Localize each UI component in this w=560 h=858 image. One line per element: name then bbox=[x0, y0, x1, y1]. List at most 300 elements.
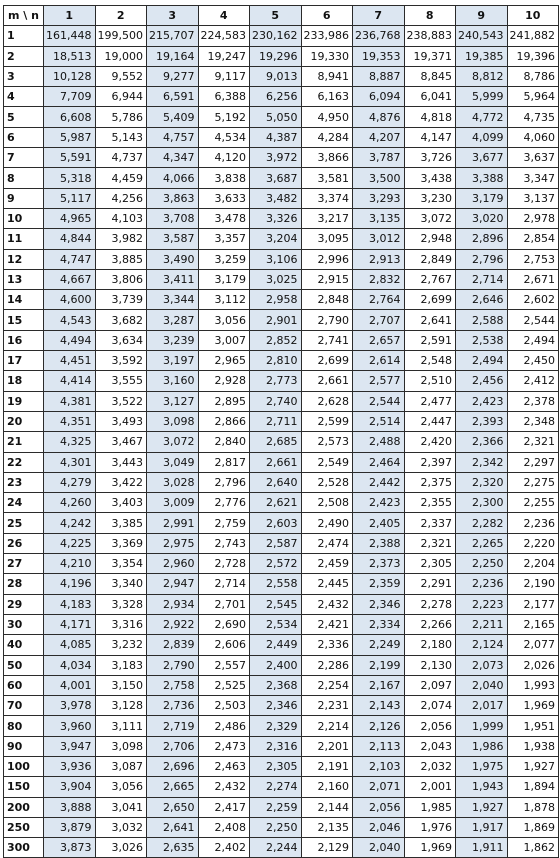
row-header: 11 bbox=[4, 229, 44, 249]
row-header: 14 bbox=[4, 290, 44, 310]
table-cell: 2,366 bbox=[456, 432, 508, 452]
table-cell: 2,661 bbox=[301, 371, 353, 391]
table-cell: 2,587 bbox=[250, 533, 302, 553]
table-cell: 4,171 bbox=[44, 614, 96, 634]
table-cell: 3,438 bbox=[404, 168, 456, 188]
table-cell: 2,321 bbox=[404, 533, 456, 553]
table-cell: 2,275 bbox=[507, 472, 559, 492]
table-row bbox=[4, 269, 559, 289]
table-cell: 2,144 bbox=[301, 797, 353, 817]
table-cell: 5,987 bbox=[44, 127, 96, 147]
table-cell: 8,887 bbox=[353, 66, 405, 86]
corner-header: m \ n bbox=[4, 6, 44, 26]
table-cell: 2,494 bbox=[456, 351, 508, 371]
table-cell: 3,217 bbox=[301, 208, 353, 228]
row-header: 27 bbox=[4, 554, 44, 574]
table-cell: 2,832 bbox=[353, 269, 405, 289]
row-header: 22 bbox=[4, 452, 44, 472]
table-cell: 2,699 bbox=[301, 351, 353, 371]
table-cell: 2,759 bbox=[198, 513, 250, 533]
table-cell: 2,494 bbox=[507, 330, 559, 350]
table-cell: 4,210 bbox=[44, 554, 96, 574]
table-cell: 4,099 bbox=[456, 127, 508, 147]
table-cell: 2,901 bbox=[250, 310, 302, 330]
table-cell: 4,600 bbox=[44, 290, 96, 310]
table-cell: 161,448 bbox=[44, 26, 96, 46]
row-header: 5 bbox=[4, 107, 44, 127]
row-header: 4 bbox=[4, 87, 44, 107]
table-cell: 2,464 bbox=[353, 452, 405, 472]
table-cell: 4,284 bbox=[301, 127, 353, 147]
table-cell: 3,493 bbox=[95, 411, 147, 431]
table-cell: 2,719 bbox=[147, 716, 199, 736]
table-cell: 2,199 bbox=[353, 655, 405, 675]
table-cell: 3,500 bbox=[353, 168, 405, 188]
table-cell: 3,374 bbox=[301, 188, 353, 208]
table-cell: 3,239 bbox=[147, 330, 199, 350]
column-header: 10 bbox=[507, 6, 559, 26]
table-cell: 2,548 bbox=[404, 351, 456, 371]
table-cell: 3,041 bbox=[95, 797, 147, 817]
table-cell: 6,944 bbox=[95, 87, 147, 107]
table-cell: 238,883 bbox=[404, 26, 456, 46]
table-cell: 2,577 bbox=[353, 371, 405, 391]
table-cell: 3,135 bbox=[353, 208, 405, 228]
table-cell: 2,978 bbox=[507, 208, 559, 228]
table-cell: 2,074 bbox=[404, 696, 456, 716]
table-cell: 4,103 bbox=[95, 208, 147, 228]
table-row bbox=[4, 797, 559, 817]
table-cell: 3,787 bbox=[353, 148, 405, 168]
table-cell: 3,009 bbox=[147, 493, 199, 513]
table-cell: 2,508 bbox=[301, 493, 353, 513]
row-header: 25 bbox=[4, 513, 44, 533]
table-row bbox=[4, 208, 559, 228]
table-cell: 2,646 bbox=[456, 290, 508, 310]
table-cell: 4,260 bbox=[44, 493, 96, 513]
table-cell: 1,862 bbox=[507, 838, 559, 858]
table-cell: 2,378 bbox=[507, 391, 559, 411]
table-cell: 2,641 bbox=[404, 310, 456, 330]
table-cell: 2,316 bbox=[250, 736, 302, 756]
table-cell: 4,772 bbox=[456, 107, 508, 127]
table-cell: 199,500 bbox=[95, 26, 147, 46]
row-header: 9 bbox=[4, 188, 44, 208]
column-header: 8 bbox=[404, 6, 456, 26]
table-cell: 2,329 bbox=[250, 716, 302, 736]
table-cell: 2,776 bbox=[198, 493, 250, 513]
table-cell: 1,943 bbox=[456, 777, 508, 797]
table-cell: 2,160 bbox=[301, 777, 353, 797]
table-cell: 2,412 bbox=[507, 371, 559, 391]
table-cell: 2,204 bbox=[507, 554, 559, 574]
table-cell: 2,817 bbox=[198, 452, 250, 472]
table-row bbox=[4, 574, 559, 594]
table-cell: 1,938 bbox=[507, 736, 559, 756]
table-cell: 4,196 bbox=[44, 574, 96, 594]
table-row bbox=[4, 46, 559, 66]
table-row bbox=[4, 351, 559, 371]
table-cell: 2,250 bbox=[250, 817, 302, 837]
table-cell: 2,896 bbox=[456, 229, 508, 249]
table-cell: 233,986 bbox=[301, 26, 353, 46]
table-cell: 2,126 bbox=[353, 716, 405, 736]
table-cell: 2,190 bbox=[507, 574, 559, 594]
table-cell: 2,866 bbox=[198, 411, 250, 431]
row-header: 23 bbox=[4, 472, 44, 492]
table-cell: 2,359 bbox=[353, 574, 405, 594]
table-cell: 1,975 bbox=[456, 756, 508, 776]
table-cell: 2,056 bbox=[353, 797, 405, 817]
table-cell: 3,522 bbox=[95, 391, 147, 411]
row-header: 250 bbox=[4, 817, 44, 837]
table-cell: 2,473 bbox=[198, 736, 250, 756]
table-cell: 19,296 bbox=[250, 46, 302, 66]
column-header: 1 bbox=[44, 6, 96, 26]
header-row bbox=[4, 6, 559, 26]
table-cell: 2,056 bbox=[404, 716, 456, 736]
table-cell: 3,111 bbox=[95, 716, 147, 736]
table-cell: 4,387 bbox=[250, 127, 302, 147]
table-cell: 2,223 bbox=[456, 594, 508, 614]
table-cell: 9,552 bbox=[95, 66, 147, 86]
table-cell: 3,947 bbox=[44, 736, 96, 756]
table-cell: 3,025 bbox=[250, 269, 302, 289]
table-cell: 2,348 bbox=[507, 411, 559, 431]
table-cell: 2,628 bbox=[301, 391, 353, 411]
table-cell: 2,250 bbox=[456, 554, 508, 574]
table-cell: 3,982 bbox=[95, 229, 147, 249]
table-cell: 4,737 bbox=[95, 148, 147, 168]
table-cell: 2,740 bbox=[250, 391, 302, 411]
table-cell: 2,635 bbox=[147, 838, 199, 858]
table-cell: 2,259 bbox=[250, 797, 302, 817]
table-row bbox=[4, 614, 559, 634]
table-cell: 2,236 bbox=[456, 574, 508, 594]
f-distribution-table-container bbox=[3, 5, 559, 858]
table-cell: 1,911 bbox=[456, 838, 508, 858]
table-cell: 3,230 bbox=[404, 188, 456, 208]
table-cell: 2,423 bbox=[456, 391, 508, 411]
table-cell: 5,050 bbox=[250, 107, 302, 127]
table-row bbox=[4, 736, 559, 756]
table-cell: 2,743 bbox=[198, 533, 250, 553]
table-cell: 2,958 bbox=[250, 290, 302, 310]
table-cell: 2,534 bbox=[250, 614, 302, 634]
table-cell: 3,972 bbox=[250, 148, 302, 168]
table-cell: 2,960 bbox=[147, 554, 199, 574]
row-header: 30 bbox=[4, 614, 44, 634]
table-cell: 2,393 bbox=[456, 411, 508, 431]
table-cell: 2,459 bbox=[301, 554, 353, 574]
table-cell: 4,381 bbox=[44, 391, 96, 411]
table-row bbox=[4, 777, 559, 797]
table-cell: 3,385 bbox=[95, 513, 147, 533]
table-cell: 3,490 bbox=[147, 249, 199, 269]
table-cell: 2,764 bbox=[353, 290, 405, 310]
table-cell: 4,414 bbox=[44, 371, 96, 391]
table-cell: 215,707 bbox=[147, 26, 199, 46]
column-header: 5 bbox=[250, 6, 302, 26]
column-header: 2 bbox=[95, 6, 147, 26]
table-cell: 2,291 bbox=[404, 574, 456, 594]
table-cell: 2,249 bbox=[353, 635, 405, 655]
table-cell: 2,854 bbox=[507, 229, 559, 249]
table-cell: 8,845 bbox=[404, 66, 456, 86]
table-cell: 2,934 bbox=[147, 594, 199, 614]
table-cell: 2,167 bbox=[353, 675, 405, 695]
table-cell: 2,477 bbox=[404, 391, 456, 411]
table-cell: 2,017 bbox=[456, 696, 508, 716]
table-cell: 3,403 bbox=[95, 493, 147, 513]
table-cell: 6,163 bbox=[301, 87, 353, 107]
table-cell: 2,503 bbox=[198, 696, 250, 716]
table-row bbox=[4, 411, 559, 431]
table-cell: 6,094 bbox=[353, 87, 405, 107]
column-header: 6 bbox=[301, 6, 353, 26]
table-cell: 3,344 bbox=[147, 290, 199, 310]
table-cell: 3,098 bbox=[95, 736, 147, 756]
table-cell: 2,073 bbox=[456, 655, 508, 675]
table-cell: 2,696 bbox=[147, 756, 199, 776]
table-cell: 2,544 bbox=[353, 391, 405, 411]
table-row bbox=[4, 432, 559, 452]
table-row bbox=[4, 148, 559, 168]
row-header: 24 bbox=[4, 493, 44, 513]
table-cell: 2,650 bbox=[147, 797, 199, 817]
row-header: 16 bbox=[4, 330, 44, 350]
table-cell: 4,451 bbox=[44, 351, 96, 371]
table-cell: 3,354 bbox=[95, 554, 147, 574]
table-cell: 2,913 bbox=[353, 249, 405, 269]
table-cell: 2,490 bbox=[301, 513, 353, 533]
table-cell: 2,588 bbox=[456, 310, 508, 330]
table-cell: 2,236 bbox=[507, 513, 559, 533]
table-cell: 2,661 bbox=[250, 452, 302, 472]
row-header: 12 bbox=[4, 249, 44, 269]
table-cell: 6,591 bbox=[147, 87, 199, 107]
table-cell: 2,849 bbox=[404, 249, 456, 269]
table-cell: 5,786 bbox=[95, 107, 147, 127]
table-cell: 2,077 bbox=[507, 635, 559, 655]
table-cell: 2,948 bbox=[404, 229, 456, 249]
table-cell: 2,852 bbox=[250, 330, 302, 350]
table-cell: 2,528 bbox=[301, 472, 353, 492]
table-cell: 4,667 bbox=[44, 269, 96, 289]
table-cell: 2,129 bbox=[301, 838, 353, 858]
table-row bbox=[4, 127, 559, 147]
table-cell: 4,183 bbox=[44, 594, 96, 614]
row-header: 40 bbox=[4, 635, 44, 655]
table-cell: 2,606 bbox=[198, 635, 250, 655]
table-row bbox=[4, 290, 559, 310]
table-cell: 3,179 bbox=[198, 269, 250, 289]
table-cell: 3,328 bbox=[95, 594, 147, 614]
table-cell: 3,879 bbox=[44, 817, 96, 837]
table-cell: 2,614 bbox=[353, 351, 405, 371]
table-cell: 2,558 bbox=[250, 574, 302, 594]
table-cell: 6,041 bbox=[404, 87, 456, 107]
table-cell: 3,482 bbox=[250, 188, 302, 208]
table-cell: 3,422 bbox=[95, 472, 147, 492]
column-header: 3 bbox=[147, 6, 199, 26]
table-cell: 2,895 bbox=[198, 391, 250, 411]
table-cell: 3,098 bbox=[147, 411, 199, 431]
table-row bbox=[4, 87, 559, 107]
table-cell: 1,999 bbox=[456, 716, 508, 736]
table-cell: 2,305 bbox=[250, 756, 302, 776]
table-cell: 3,112 bbox=[198, 290, 250, 310]
table-cell: 4,757 bbox=[147, 127, 199, 147]
row-header: 28 bbox=[4, 574, 44, 594]
table-cell: 19,371 bbox=[404, 46, 456, 66]
table-cell: 2,043 bbox=[404, 736, 456, 756]
table-cell: 2,488 bbox=[353, 432, 405, 452]
table-cell: 2,397 bbox=[404, 452, 456, 472]
table-cell: 1,917 bbox=[456, 817, 508, 837]
table-cell: 3,072 bbox=[404, 208, 456, 228]
table-cell: 3,960 bbox=[44, 716, 96, 736]
table-cell: 2,400 bbox=[250, 655, 302, 675]
table-cell: 8,941 bbox=[301, 66, 353, 86]
table-cell: 2,591 bbox=[404, 330, 456, 350]
table-cell: 2,026 bbox=[507, 655, 559, 675]
table-cell: 2,685 bbox=[250, 432, 302, 452]
table-cell: 1,927 bbox=[507, 756, 559, 776]
table-cell: 4,207 bbox=[353, 127, 405, 147]
table-cell: 3,012 bbox=[353, 229, 405, 249]
table-cell: 19,396 bbox=[507, 46, 559, 66]
table-cell: 2,790 bbox=[147, 655, 199, 675]
row-header: 6 bbox=[4, 127, 44, 147]
table-cell: 3,978 bbox=[44, 696, 96, 716]
table-cell: 4,256 bbox=[95, 188, 147, 208]
table-cell: 4,347 bbox=[147, 148, 199, 168]
table-cell: 2,640 bbox=[250, 472, 302, 492]
table-cell: 3,904 bbox=[44, 777, 96, 797]
row-header: 300 bbox=[4, 838, 44, 858]
table-cell: 18,513 bbox=[44, 46, 96, 66]
table-cell: 2,557 bbox=[198, 655, 250, 675]
table-cell: 3,677 bbox=[456, 148, 508, 168]
table-cell: 2,991 bbox=[147, 513, 199, 533]
table-cell: 2,373 bbox=[353, 554, 405, 574]
table-cell: 2,544 bbox=[507, 310, 559, 330]
table-cell: 4,001 bbox=[44, 675, 96, 695]
row-header: 50 bbox=[4, 655, 44, 675]
table-cell: 2,603 bbox=[250, 513, 302, 533]
table-cell: 6,256 bbox=[250, 87, 302, 107]
table-cell: 2,706 bbox=[147, 736, 199, 756]
table-cell: 2,423 bbox=[353, 493, 405, 513]
table-cell: 2,388 bbox=[353, 533, 405, 553]
row-header: 7 bbox=[4, 148, 44, 168]
table-cell: 2,538 bbox=[456, 330, 508, 350]
table-cell: 2,758 bbox=[147, 675, 199, 695]
row-header: 80 bbox=[4, 716, 44, 736]
table-cell: 2,337 bbox=[404, 513, 456, 533]
table-cell: 3,369 bbox=[95, 533, 147, 553]
table-cell: 3,056 bbox=[95, 777, 147, 797]
table-cell: 3,316 bbox=[95, 614, 147, 634]
row-header: 15 bbox=[4, 310, 44, 330]
table-cell: 2,046 bbox=[353, 817, 405, 837]
table-cell: 2,790 bbox=[301, 310, 353, 330]
row-header: 60 bbox=[4, 675, 44, 695]
table-cell: 2,143 bbox=[353, 696, 405, 716]
table-cell: 4,085 bbox=[44, 635, 96, 655]
table-row bbox=[4, 391, 559, 411]
table-row bbox=[4, 26, 559, 46]
table-cell: 3,478 bbox=[198, 208, 250, 228]
table-cell: 4,120 bbox=[198, 148, 250, 168]
table-cell: 2,514 bbox=[353, 411, 405, 431]
table-cell: 2,278 bbox=[404, 594, 456, 614]
table-cell: 2,001 bbox=[404, 777, 456, 797]
table-cell: 3,032 bbox=[95, 817, 147, 837]
table-cell: 3,866 bbox=[301, 148, 353, 168]
table-row bbox=[4, 655, 559, 675]
table-cell: 2,796 bbox=[198, 472, 250, 492]
table-cell: 4,876 bbox=[353, 107, 405, 127]
table-cell: 2,714 bbox=[456, 269, 508, 289]
table-cell: 3,007 bbox=[198, 330, 250, 350]
table-cell: 2,346 bbox=[353, 594, 405, 614]
column-header: 4 bbox=[198, 6, 250, 26]
table-cell: 2,599 bbox=[301, 411, 353, 431]
row-header: 8 bbox=[4, 168, 44, 188]
table-cell: 9,277 bbox=[147, 66, 199, 86]
table-cell: 7,709 bbox=[44, 87, 96, 107]
table-cell: 1,894 bbox=[507, 777, 559, 797]
table-cell: 3,726 bbox=[404, 148, 456, 168]
table-cell: 2,810 bbox=[250, 351, 302, 371]
table-cell: 3,026 bbox=[95, 838, 147, 858]
table-cell: 2,191 bbox=[301, 756, 353, 776]
table-cell: 2,965 bbox=[198, 351, 250, 371]
table-cell: 2,097 bbox=[404, 675, 456, 695]
table-cell: 2,201 bbox=[301, 736, 353, 756]
table-cell: 2,728 bbox=[198, 554, 250, 574]
table-cell: 2,621 bbox=[250, 493, 302, 513]
table-cell: 2,474 bbox=[301, 533, 353, 553]
table-cell: 2,320 bbox=[456, 472, 508, 492]
row-header: 26 bbox=[4, 533, 44, 553]
table-cell: 2,671 bbox=[507, 269, 559, 289]
table-cell: 2,690 bbox=[198, 614, 250, 634]
table-row bbox=[4, 188, 559, 208]
row-header: 18 bbox=[4, 371, 44, 391]
table-row bbox=[4, 513, 559, 533]
row-header: 3 bbox=[4, 66, 44, 86]
table-cell: 2,711 bbox=[250, 411, 302, 431]
table-cell: 3,232 bbox=[95, 635, 147, 655]
table-row bbox=[4, 310, 559, 330]
table-cell: 3,633 bbox=[198, 188, 250, 208]
table-cell: 2,300 bbox=[456, 493, 508, 513]
table-cell: 3,634 bbox=[95, 330, 147, 350]
table-cell: 2,321 bbox=[507, 432, 559, 452]
table-cell: 3,056 bbox=[198, 310, 250, 330]
table-cell: 2,220 bbox=[507, 533, 559, 553]
table-cell: 10,128 bbox=[44, 66, 96, 86]
table-cell: 19,000 bbox=[95, 46, 147, 66]
table-cell: 2,773 bbox=[250, 371, 302, 391]
table-cell: 4,279 bbox=[44, 472, 96, 492]
table-cell: 2,928 bbox=[198, 371, 250, 391]
row-header: 17 bbox=[4, 351, 44, 371]
table-row bbox=[4, 696, 559, 716]
